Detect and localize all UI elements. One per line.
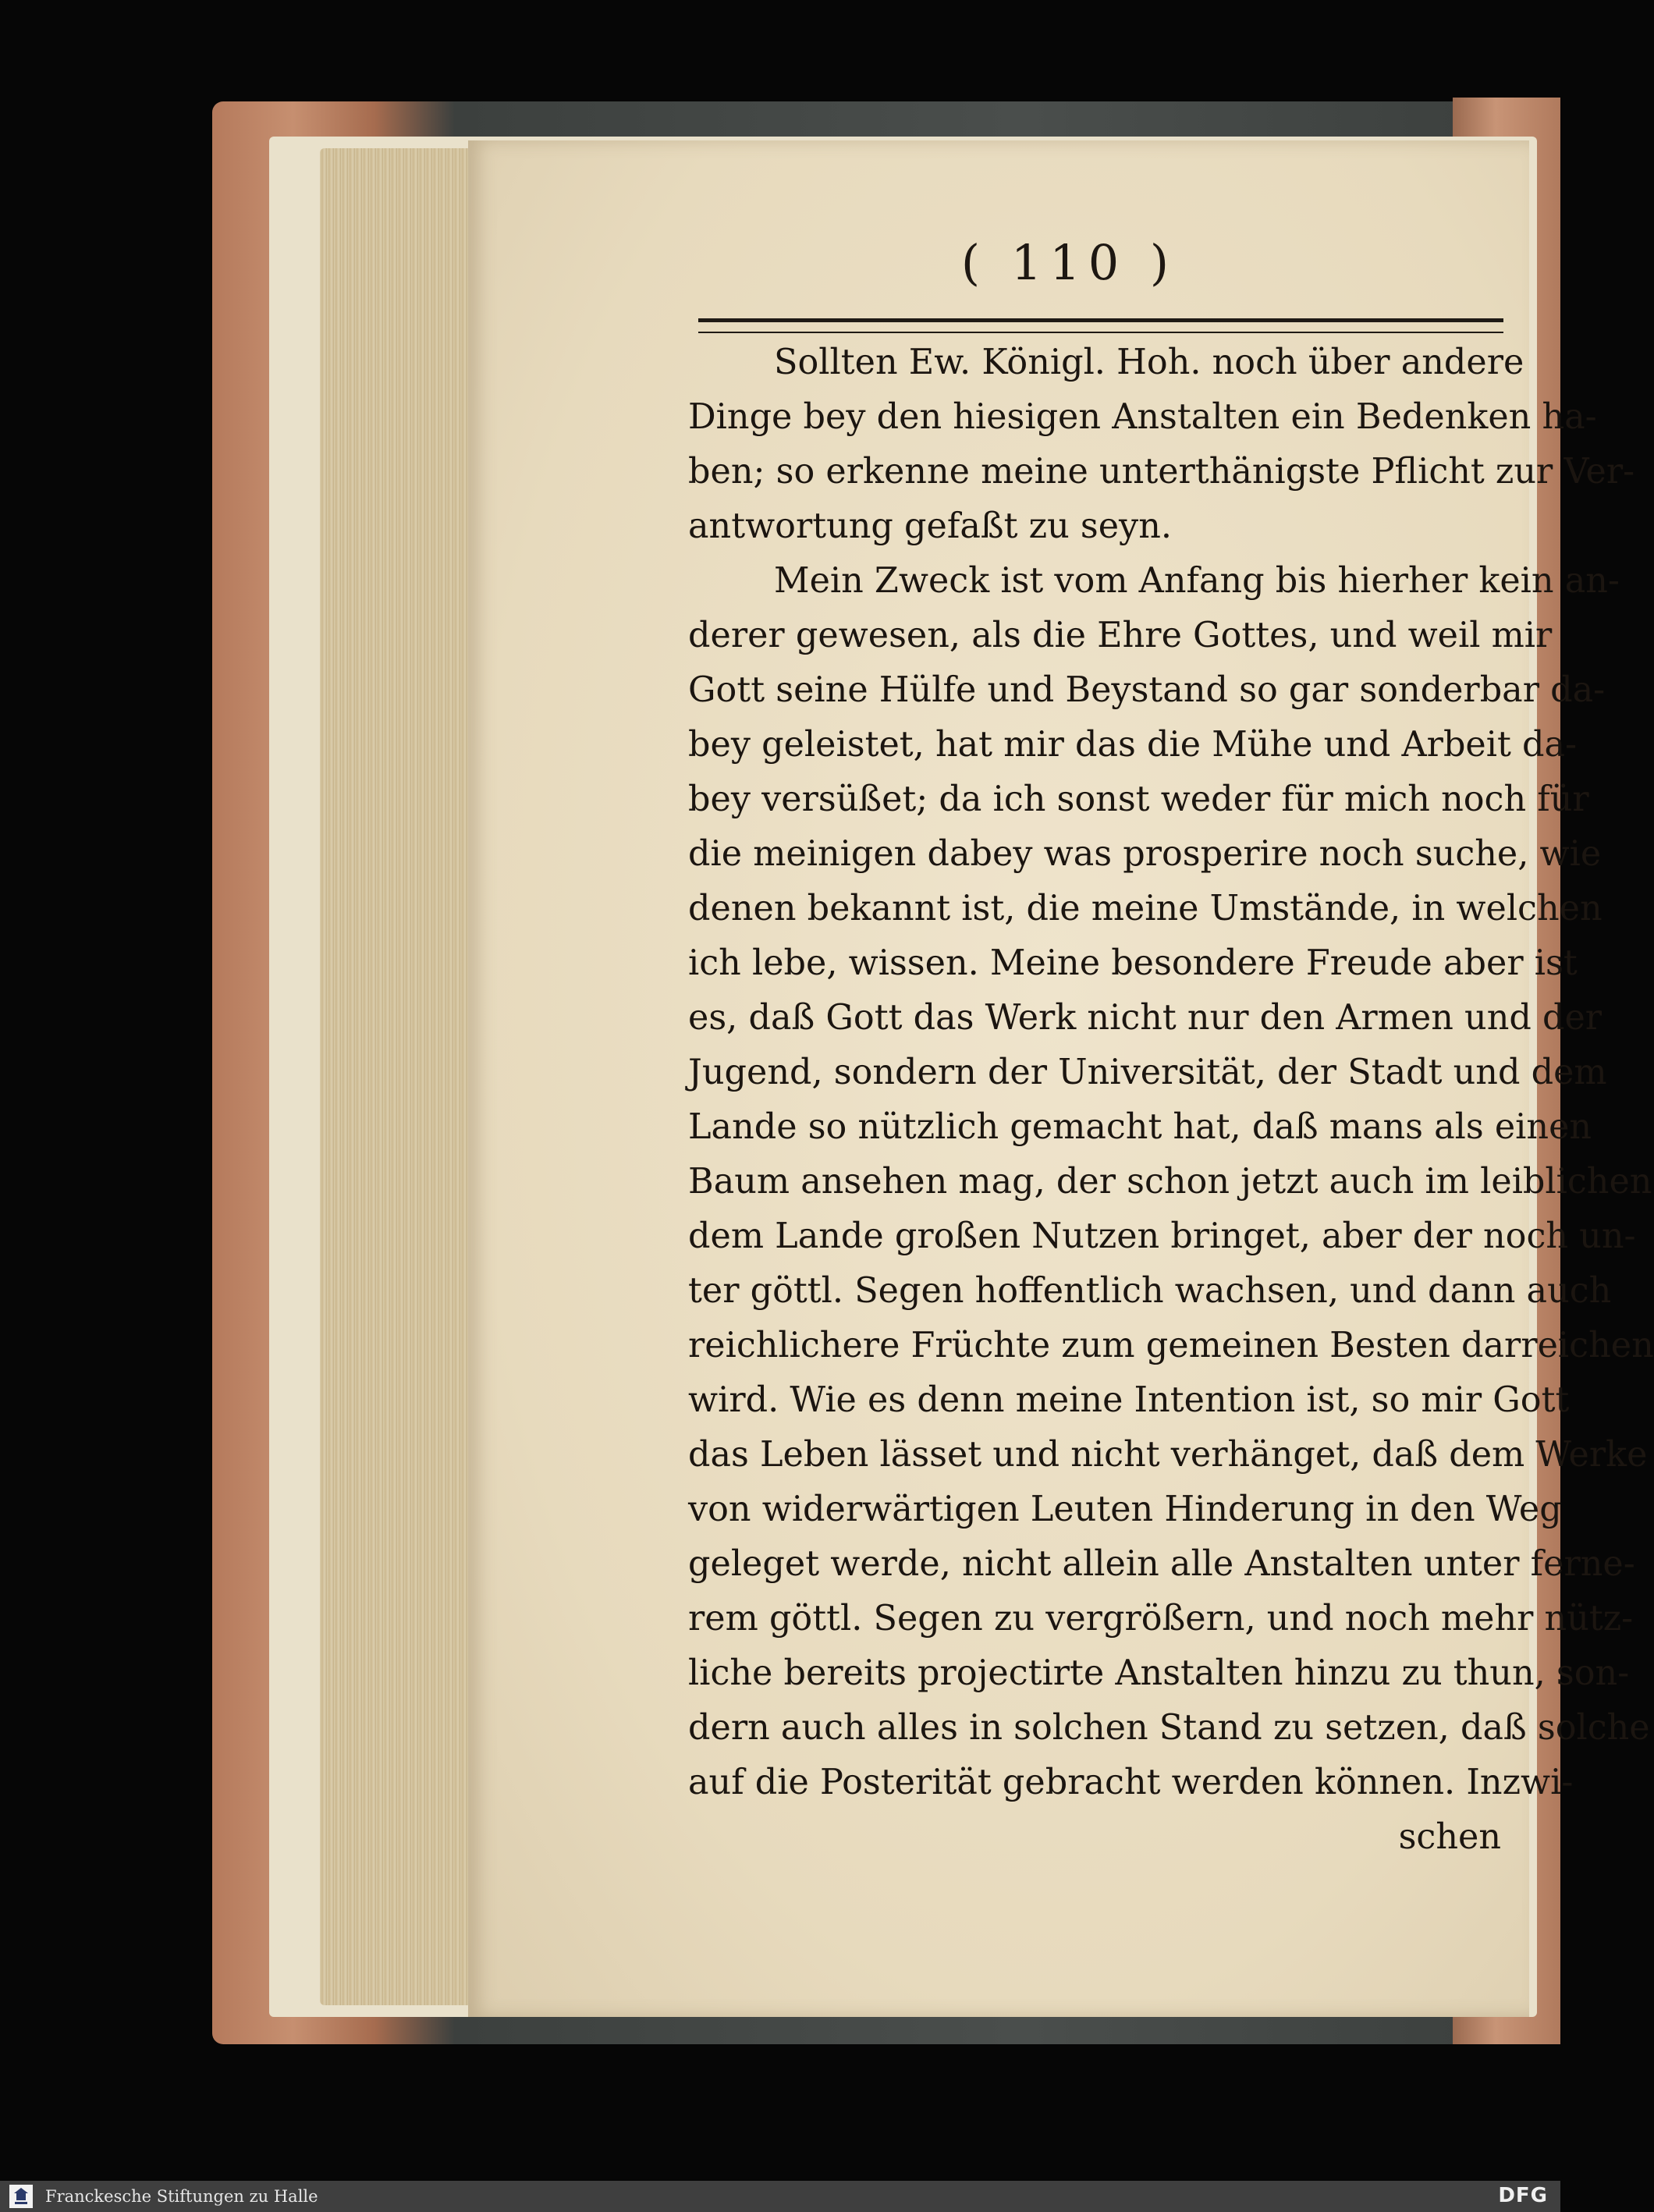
text-line: das Leben lässet und nicht verhänget, daß dem Werke [688, 1435, 1648, 1475]
text-line: Sollten Ew. Königl. Hoh. noch über andere [774, 343, 1524, 382]
text-line: dem Lande großen Nutzen bringet, aber der noch un- [688, 1216, 1636, 1256]
text-line: auf die Posterität gebracht werden können. Inzwi- [688, 1763, 1574, 1802]
text-line: es, daß Gott das Werk nicht nur den Armen und der [688, 998, 1603, 1038]
text-line: Mein Zweck ist vom Anfang bis hierher kein an- [774, 561, 1620, 601]
text-line: Dinge bey den hiesigen Anstalten ein Bedenken ha- [688, 397, 1597, 437]
page-body-text [688, 336, 1654, 1865]
text-line: ben; so erkenne meine unterthänigste Pflicht zur Ver- [688, 452, 1635, 492]
franckesche-stiftungen-logo-icon [9, 2185, 33, 2208]
text-line: dern auch alles in solchen Stand zu setzen, daß solche [688, 1708, 1650, 1748]
text-line: bey geleistet, hat mir das die Mühe und Arbeit da- [688, 725, 1578, 765]
text-line: Lande so nützlich gemacht hat, daß mans als einen [688, 1107, 1592, 1147]
text-line: bey versüßet; da ich sonst weder für mich noch für [688, 779, 1589, 819]
text-line: reichlichere Früchte zum gemeinen Besten darreichen [688, 1326, 1654, 1365]
text-line: wird. Wie es denn meine Intention ist, so mir Gott [688, 1380, 1570, 1420]
text-line: von widerwärtigen Leuten Hinderung in den Weg [688, 1489, 1562, 1529]
text-line: geleget werde, nicht allein alle Anstalten unter ferne- [688, 1544, 1635, 1584]
text-line: die meinigen dabey was prosperire noch suche, wie [688, 834, 1602, 874]
dfg-logo: DFG [1498, 2184, 1548, 2207]
text-line: derer gewesen, als die Ehre Gottes, und weil mir [688, 616, 1553, 655]
text-line: Gott seine Hülfe und Beystand so gar sonderbar da- [688, 670, 1606, 710]
text-line: rem göttl. Segen zu vergrößern, und noch mehr nütz- [688, 1599, 1634, 1639]
page-edges [320, 148, 480, 2005]
text-line: Jugend, sondern der Universität, der Stadt und dem [688, 1053, 1607, 1092]
text-line: denen bekannt ist, die meine Umstände, in welchen [688, 889, 1603, 928]
text-line: ich lebe, wissen. Meine besondere Freude aber ist [688, 943, 1578, 983]
text-line: Baum ansehen mag, der schon jetzt auch im leiblichen [688, 1162, 1652, 1202]
text-line: liche bereits projectirte Anstalten hinzu zu thun, son- [688, 1653, 1630, 1693]
catchword: schen [1398, 1817, 1501, 1857]
footer-credit: Franckesche Stiftungen zu Halle [45, 2187, 318, 2206]
page-number: ( 110 ) [960, 234, 1177, 291]
header-rule [698, 318, 1503, 333]
text-line: antwortung gefaßt zu seyn. [688, 506, 1173, 546]
text-line: ter göttl. Segen hoffentlich wachsen, und dann auch [688, 1271, 1612, 1311]
